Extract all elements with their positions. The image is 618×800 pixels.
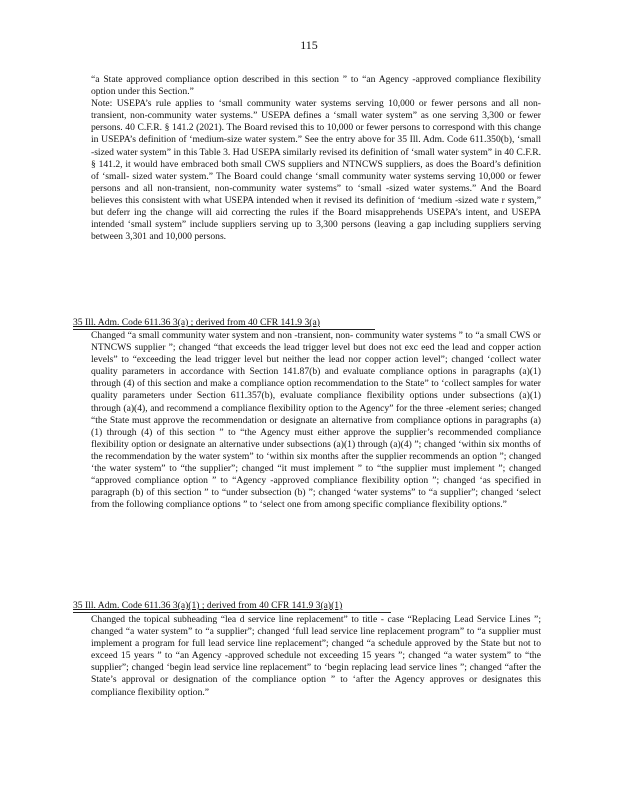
entry-heading-611-363-a: 35 Ill. Adm. Code 611.36 3(a) ; derived from 40 CFR 141.9 3(a) (73, 317, 320, 328)
intro-quote: “a State approved compliance option described in this section ” to “an Agency -approved compliance flexibility option under this Section.” (91, 74, 541, 98)
entry-text-611-363-a1: Changed the topical subheading “lea d service line replacement” to title - case “Replacing Lead Service Lines ”; changed “a water system” to “a supplier”; changed ‘full lead service line replacement program” to “a supplier must implement a program for full lead service line replacement”; changed “a schedule approved by the State but not to exceed 15 years ” to “an Agency -approved schedule not exceeding 15 years ”; changed “a water system” to “the supplier”; changed ‘begin lead service line replacement” to ‘begin replacing lead service lines ”; changed “after the State’s approval or designation of the compliance option ” to ‘after the Agency approves or designates this compliance flexibility option.” (91, 614, 541, 698)
entry-heading-611-363-a1: 35 Ill. Adm. Code 611.36 3(a)(1) ; derived from 40 CFR 141.9 3(a)(1) (73, 600, 343, 611)
note-paragraph: Note: USEPA’s rule applies to ‘small community water systems serving 10,000 or fewer persons and all non-transient, non-community water systems.” USEPA defines a ‘small water system” as one serving 3,300 or fewer persons. 40 C.F.R. § 141.2 (2021). The Board revised this to 10,000 or fewer persons to correspond with this change in USEPA’s definition of ‘medium-size water system.” See the entry above for 35 Ill. Adm. Code 611.350(b), ‘small -sized water system” in this Table 3. Had USEPA similarly revised its definition of ‘small water system” in 40 C.F.R. § 141.2, it would have embraced both small CWS suppliers and NTNCWS suppliers, as does the Board’s definition of ‘small- sized water system.” The Board could change ‘small community water systems serving 10,000 or fewer persons and all non-transient, non-community water systems” to ‘small -sized water systems.” And the Board believes this consistent with what USEPA intended when it revised its definition of ‘medium -sized wate r system,” but deferr ing the change will aid correcting the rules if the Board misapprehends USEPA’s intent, and USEPA intended ‘small system” include suppliers serving up to 3,300 persons (leaving a gap including suppliers serving between 3,301 and 10,000 persons. (91, 98, 541, 243)
entry-text-611-363-a: Changed “a small community water system and non -transient, non- community water systems ” to “a small CWS or NTNCWS supplier ”; changed “that exceeds the lead trigger level but does not exc eed the lead and copper action levels” to “exceeding the lead trigger level but neither the lead nor copper action level”; changed ‘collect water quality parameters in accordance with Section 141.87(b) and evaluate compliance options in paragraphs (a)(1) through (4) of this section and make a compliance option recommendation to the State” to ‘collect samples for water quality parameters under Section 611.357(b), evaluate compliance flexibility options under subsections (a)(1) through (a)(4), and recommend a compliance flexibility option to the Agency” for the three -element series; changed “the State must approve the recommendation or designate an alternative from compliance options in paragraphs (a)(1) through (4) of this section ” to “the Agency must either approve the supplier’s recommended compliance flexibility option or designate an alternative under subsections (a)(1) through (a)(4) ”; changed ‘within six months of the recommendation by the water system” to ‘within six months after the supplier recommends an option ”; changed ‘the water system” to “the supplier”; changed “it must implement ” to “the supplier must implement ”; changed “approved compliance option ” to “Agency -approved compliance flexibility option ”; changed ‘as specified in paragraph (b) of this section ” to “under subsection (b) ”; changed ‘water systems” to “a supplier”; changed ‘select from the following compliance options ” to ‘select one from among specific compliance flexibility options.” (91, 330, 541, 511)
page-number: 115 (300, 38, 318, 52)
intro-block (91, 74, 541, 243)
entry-rule (73, 612, 391, 613)
